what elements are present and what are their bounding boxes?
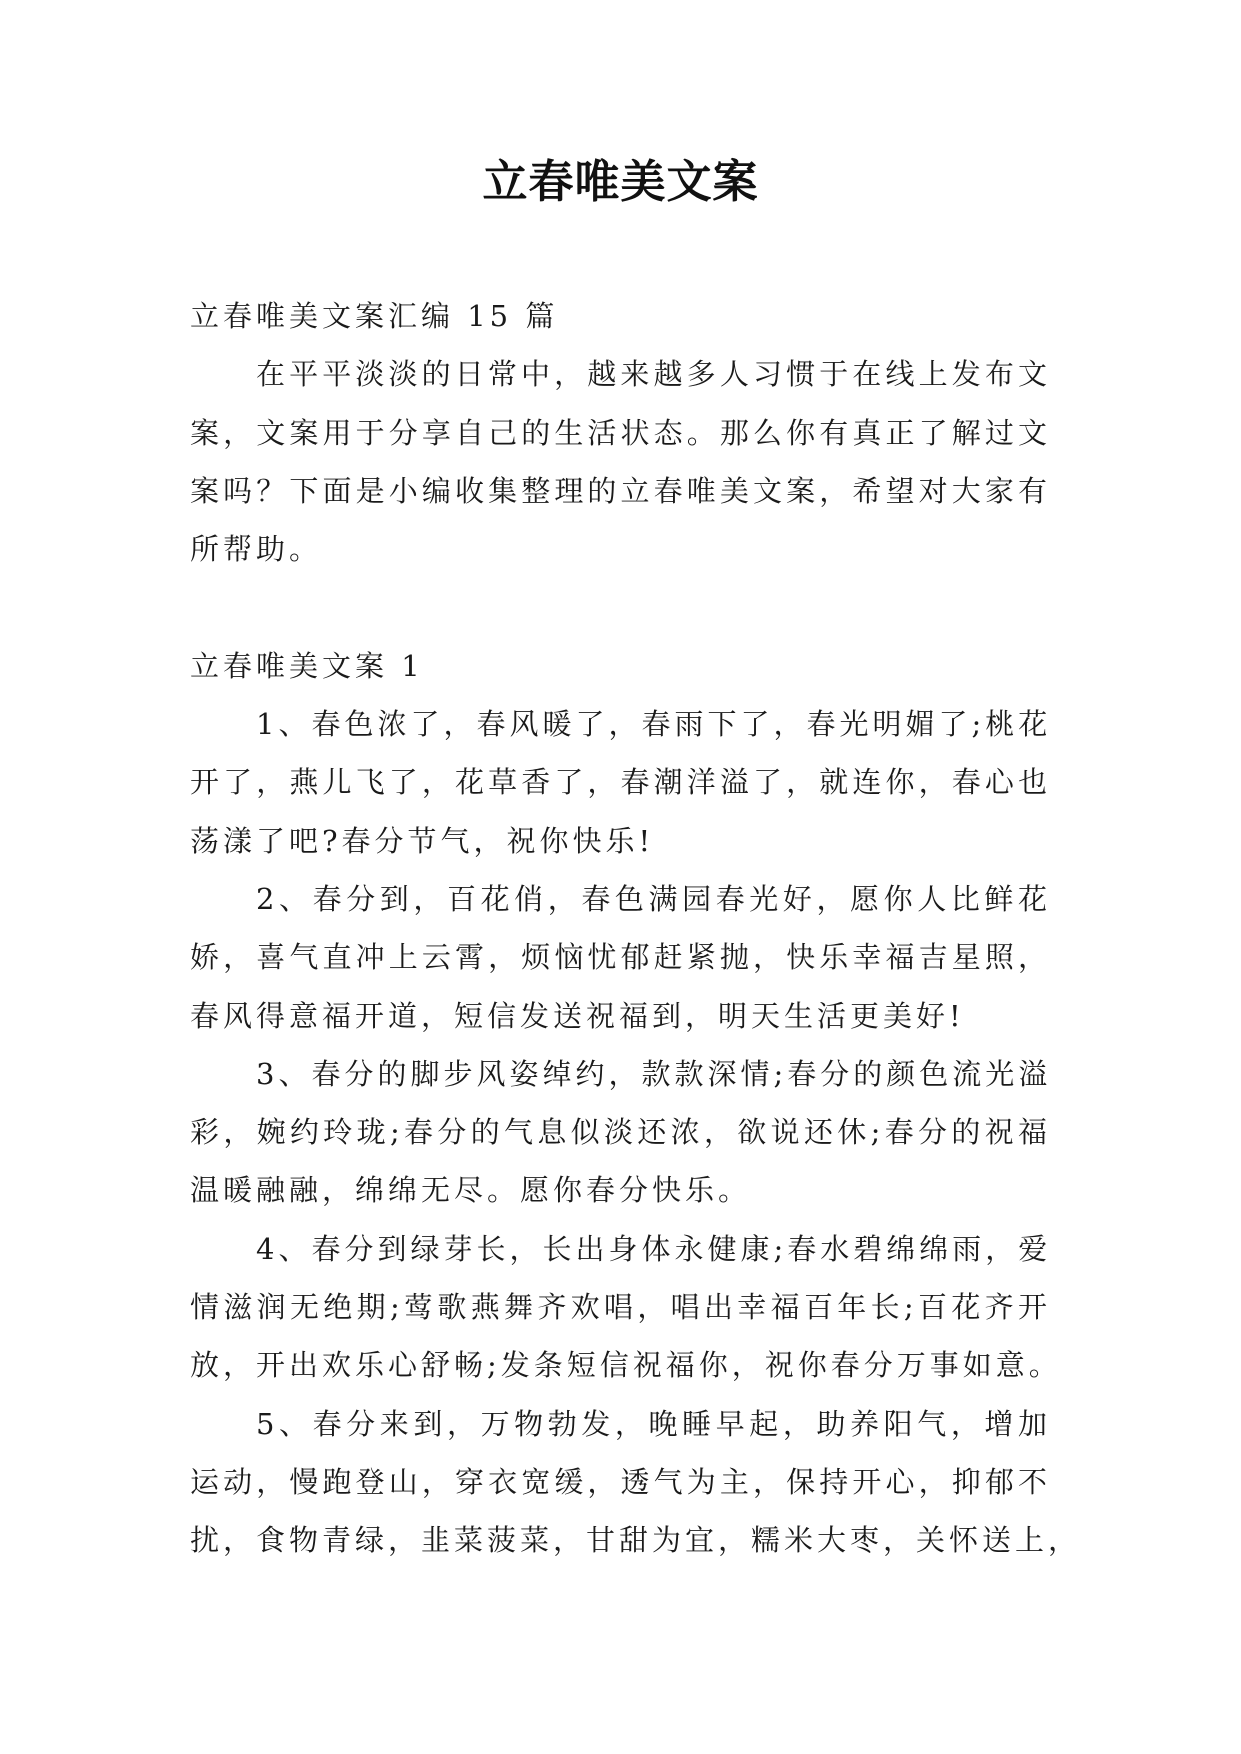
item-line: 5、春分来到，万物勃发，晚睡早起，助养阳气，增加 [256, 1406, 1051, 1441]
item-line: 2、春分到，百花俏，春色满园春光好，愿你人比鲜花 [256, 881, 1051, 916]
list-item [190, 870, 1051, 1045]
section-heading: 立春唯美文案 1 [190, 648, 424, 683]
intro-line: 所帮助。 [190, 532, 323, 567]
blank-line [190, 578, 1051, 636]
document-subtitle: 立春唯美文案汇编 15 篇 [190, 299, 559, 333]
list-item [190, 695, 1051, 870]
list-item [190, 1045, 1051, 1220]
item-line: 3、春分的脚步风姿绰约，款款深情;春分的颜色流光溢 [256, 1056, 1052, 1091]
list-item [190, 1220, 1062, 1395]
item-line: 运动，慢跑登山，穿衣宽缓，透气为主，保持开心，抑郁不 [190, 1464, 1051, 1499]
item-line: 春风得意福开道，短信发送祝福到，明天生活更美好! [190, 998, 965, 1033]
item-line: 情滋润无绝期;莺歌燕舞齐欢唱，唱出幸福百年长;百花齐开 [190, 1290, 1051, 1325]
intro-line: 案，文案用于分享自己的生活状态。那么你有真正了解过文 [190, 415, 1051, 450]
document-title: 立春唯美文案 [482, 155, 759, 208]
intro-paragraph [190, 345, 1051, 578]
item-line: 彩，婉约玲珑;春分的气息似淡还浓，欲说还休;春分的祝福 [190, 1115, 1051, 1150]
item-line: 扰，食物青绿，韭菜菠菜，甘甜为宜，糯米大枣，关怀送上， [190, 1523, 1082, 1558]
item-line: 开了，燕儿飞了，花草香了，春潮洋溢了，就连你，春心也 [190, 765, 1051, 800]
item-line: 4、春分到绿芽长，长出身体永健康;春水碧绵绵雨，爱 [256, 1231, 1052, 1266]
intro-line: 案吗？下面是小编收集整理的立春唯美文案，希望对大家有 [190, 473, 1051, 508]
item-line: 放，开出欢乐心舒畅;发条短信祝福你，祝你春分万事如意。 [190, 1348, 1062, 1383]
item-line: 荡漾了吧?春分节气，祝你快乐! [190, 823, 655, 858]
document-body [190, 287, 1082, 1570]
item-line: 娇，喜气直冲上云霄，烦恼忧郁赶紧抛，快乐幸福吉星照， [190, 940, 1051, 975]
list-item [190, 1395, 1082, 1570]
item-line: 温暖融融，绵绵无尽。愿你春分快乐。 [190, 1173, 752, 1208]
intro-line: 在平平淡淡的日常中，越来越多人习惯于在线上发布文 [256, 357, 1051, 392]
item-line: 1、春色浓了，春风暖了，春雨下了，春光明媚了;桃花 [256, 707, 1052, 742]
